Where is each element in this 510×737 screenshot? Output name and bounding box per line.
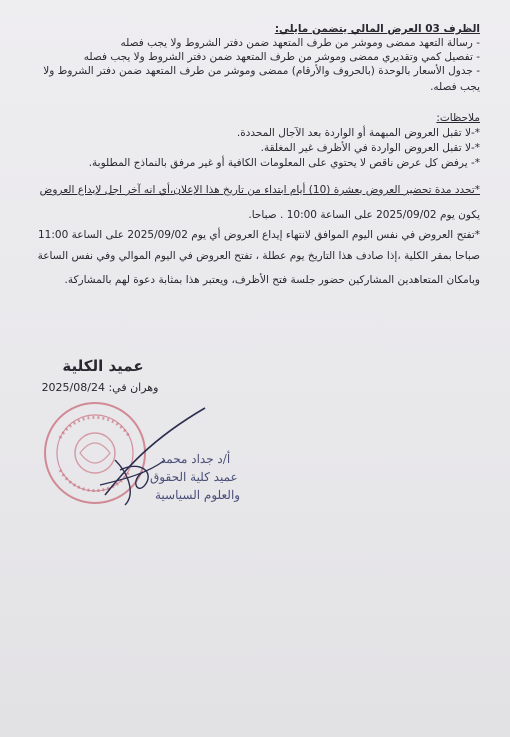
section-item: - رسالة التعهد ممضى وموشر من طرف المتعهد ضمن دفتر الشروط ولا يجب فصله [120, 37, 480, 49]
note-item: *-لا تقبل العروض الواردة في الأظرف غير المغلقة. [260, 142, 480, 154]
section-item: يجب فصله. [430, 81, 480, 93]
deadline-line: *تحدد مدة تحضير العروض بعشرة (10) أيام ابتداء من تاريخ هذا الإعلان،أي انه آخر اجل لإيداع العروض [39, 184, 480, 196]
notes-title: ملاحظات: [436, 112, 480, 124]
note-item: *-لا تقبل العروض المبهمة أو الواردة بعد الآجال المحددة. [236, 127, 480, 139]
deadline-line: يكون يوم 2025/09/02 على الساعة 10:00 . صباحا. [248, 209, 480, 221]
opening-line: صباحا بمقر الكلية ،إذا صادف هذا التاريخ يوم عطلة ، تفتح العروض في اليوم الموالي وفي نفس الساعة [37, 250, 480, 262]
section-item: - جدول الأسعار بالوحدة (بالحروف والأرقام) ممضى وموشر من طرف المتعهد ضمن دفتر الشروط ولا [43, 65, 480, 77]
stamp-name: أ/د جداد محمد [160, 452, 231, 466]
signature-date: وهران في: 2025/08/24 [41, 381, 159, 394]
stamp-faculty: والعلوم السياسية [155, 488, 241, 502]
note-item: *- يرفض كل عرض ناقص لا يحتوي على المعلومات الكافية أو غير مرفق بالنماذج المطلوبة. [88, 157, 480, 169]
opening-line: وبامكان المتعاهدين المشاركين حضور جلسة فتح الأظرف، ويعتبر هذا بمثابة دعوة لهم بالمشاركة. [64, 274, 480, 286]
stamp-role: عميد كلية الحقوق [150, 470, 238, 484]
opening-line: *تفتح العروض في نفس اليوم الموافق لانتهاء إيداع العروض أي يوم 2025/09/02 على الساعة 11:00 [38, 229, 480, 241]
section-item: - تفصيل كمي وتقديري ممضى وموشر من طرف المتعهد ضمن دفتر الشروط ولا يجب فصله [83, 51, 480, 63]
signature-title: عميد الكلية [62, 357, 144, 375]
section-title: الظرف 03 العرض المالي يتضمن مايلي: [274, 23, 480, 35]
